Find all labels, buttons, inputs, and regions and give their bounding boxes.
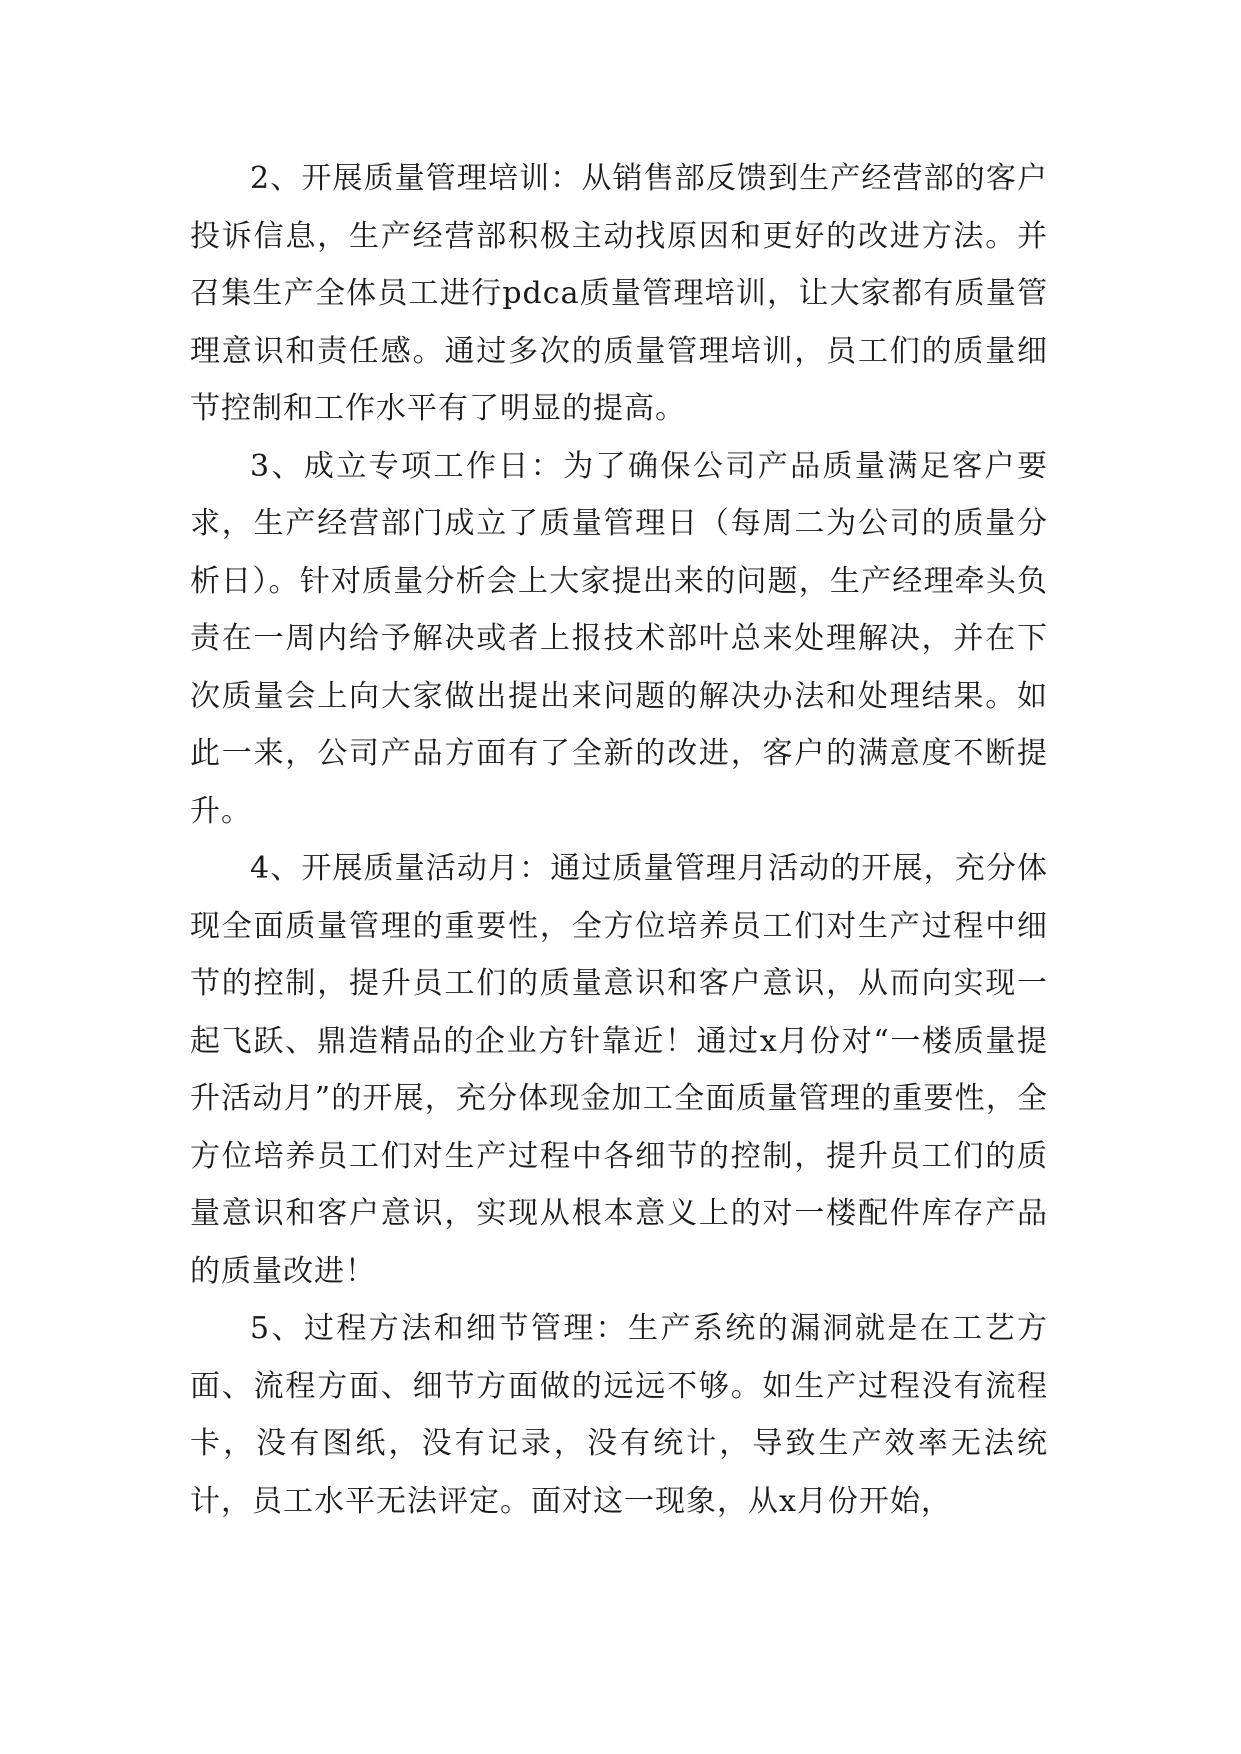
paragraph-process-details: 5、过程方法和细节管理：生产系统的漏洞就是在工艺方面、流程方面、细节方面做的远远不够。如生产过程没有流程卡，没有图纸，没有记录，没有统计，导致生产效率无法统计，员工水平无法评定。面对这一现象，从x月份开始， — [190, 1311, 1048, 1519]
paragraph-quality-training: 2、开展质量管理培训：从销售部反馈到生产经营部的客户投诉信息，生产经营部积极主动找原因和更好的改进方法。并召集生产全体员工进行pdca质量管理培训，让大家都有质量管理意识和责任感。通过多次的质量管理培训，员工们的质量细节控制和工作水平有了明显的提高。 — [190, 161, 1048, 426]
document-body — [190, 150, 1048, 1530]
paragraph-quality-month: 4、开展质量活动月：通过质量管理月活动的开展，充分体现全面质量管理的重要性，全方位培养员工们对生产过程中细节的控制，提升员工们的质量意识和客户意识，从而向实现一起飞跃、鼎造精品的企业方针靠近！通过x月份对“一楼质量提升活动月”的开展，充分体现金加工全面质量管理的重要性，全方位培养员工们对生产过程中各细节的控制，提升员工们的质量意识和客户意识，实现从根本意义上的对一楼配件库存产品的质量改进！ — [190, 851, 1048, 1289]
paragraph-quality-day: 3、成立专项工作日：为了确保公司产品质量满足客户要求，生产经营部门成立了质量管理日（每周二为公司的质量分析日）。针对质量分析会上大家提出来的问题，生产经理牵头负责在一周内给予解决或者上报技术部叶总来处理解决，并在下次质量会上向大家做出提出来问题的解决办法和处理结果。如此一来，公司产品方面有了全新的改进，客户的满意度不断提升。 — [190, 448, 1048, 829]
